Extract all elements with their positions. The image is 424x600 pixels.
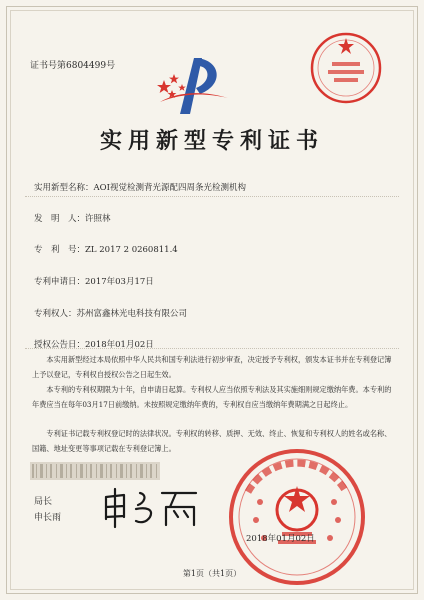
top-seal-stamp-icon (306, 28, 386, 108)
body-paragraph: 本专利的专利权期限为十年，自申请日起算。专利权人应当依照专利法及其实施细则规定缴纳年费。本专利的年费应当在每年03月17日前缴纳。未按照规定缴纳年费的，专利权自应当缴纳年费期满之日起终止。 (32, 385, 392, 409)
bureau-name: 申长雨 (34, 513, 62, 523)
page-number: 第1页（共1页） (182, 569, 242, 578)
patentee-value: 苏州富鑫林光电科技有限公司 (76, 309, 188, 319)
inventor-label: 发 明 人： (34, 214, 86, 224)
announce-date-label: 授权公告日： (34, 340, 86, 350)
filing-date-label: 专利申请日： (34, 277, 86, 287)
body-paragraph: 本实用新型经过本局依照中华人民共和国专利法进行初步审查，决定授予专利权，颁发本证书并在专利登记簿上予以登记，专利权自授权公告之日起生效。 (32, 355, 392, 379)
bureau-title: 局长 (34, 497, 53, 507)
security-stripe-icon (30, 462, 160, 480)
certificate-number: 证书号第6804499号 (30, 61, 116, 71)
patent-number-label: 专 利 号： (34, 245, 86, 255)
sipo-emblem-icon (150, 44, 234, 126)
name-label: 实用新型名称： (34, 183, 94, 193)
announce-date-value: 2018年01月02日 (85, 340, 154, 350)
patentee-label: 专利权人： (34, 309, 77, 319)
patent-number-value: ZL 2017 2 0260811.4 (85, 245, 178, 255)
signature-icon (100, 483, 200, 533)
divider (25, 196, 399, 197)
seal-date: 2018年01月02日 (246, 534, 315, 544)
filing-date-row (34, 275, 154, 287)
utility-model-name-row (34, 181, 246, 193)
name-value: AOI视觉检测背光源配四周条光检测机构 (93, 183, 246, 193)
certificate-title: 实用新型专利证书 (99, 128, 324, 154)
patentee-row (34, 307, 187, 319)
inventor-value: 许照林 (85, 214, 111, 224)
filing-date-value: 2017年03月17日 (85, 277, 154, 287)
patent-number-row (34, 243, 178, 255)
body-paragraph: 专利证书记载专利权登记时的法律状况。专利权的转移、质押、无效、终止、恢复和专利权人的姓名或名称、国籍、地址变更等事项记载在专利登记簿上。 (32, 429, 392, 453)
divider (25, 348, 399, 349)
inventor-row (34, 212, 111, 224)
